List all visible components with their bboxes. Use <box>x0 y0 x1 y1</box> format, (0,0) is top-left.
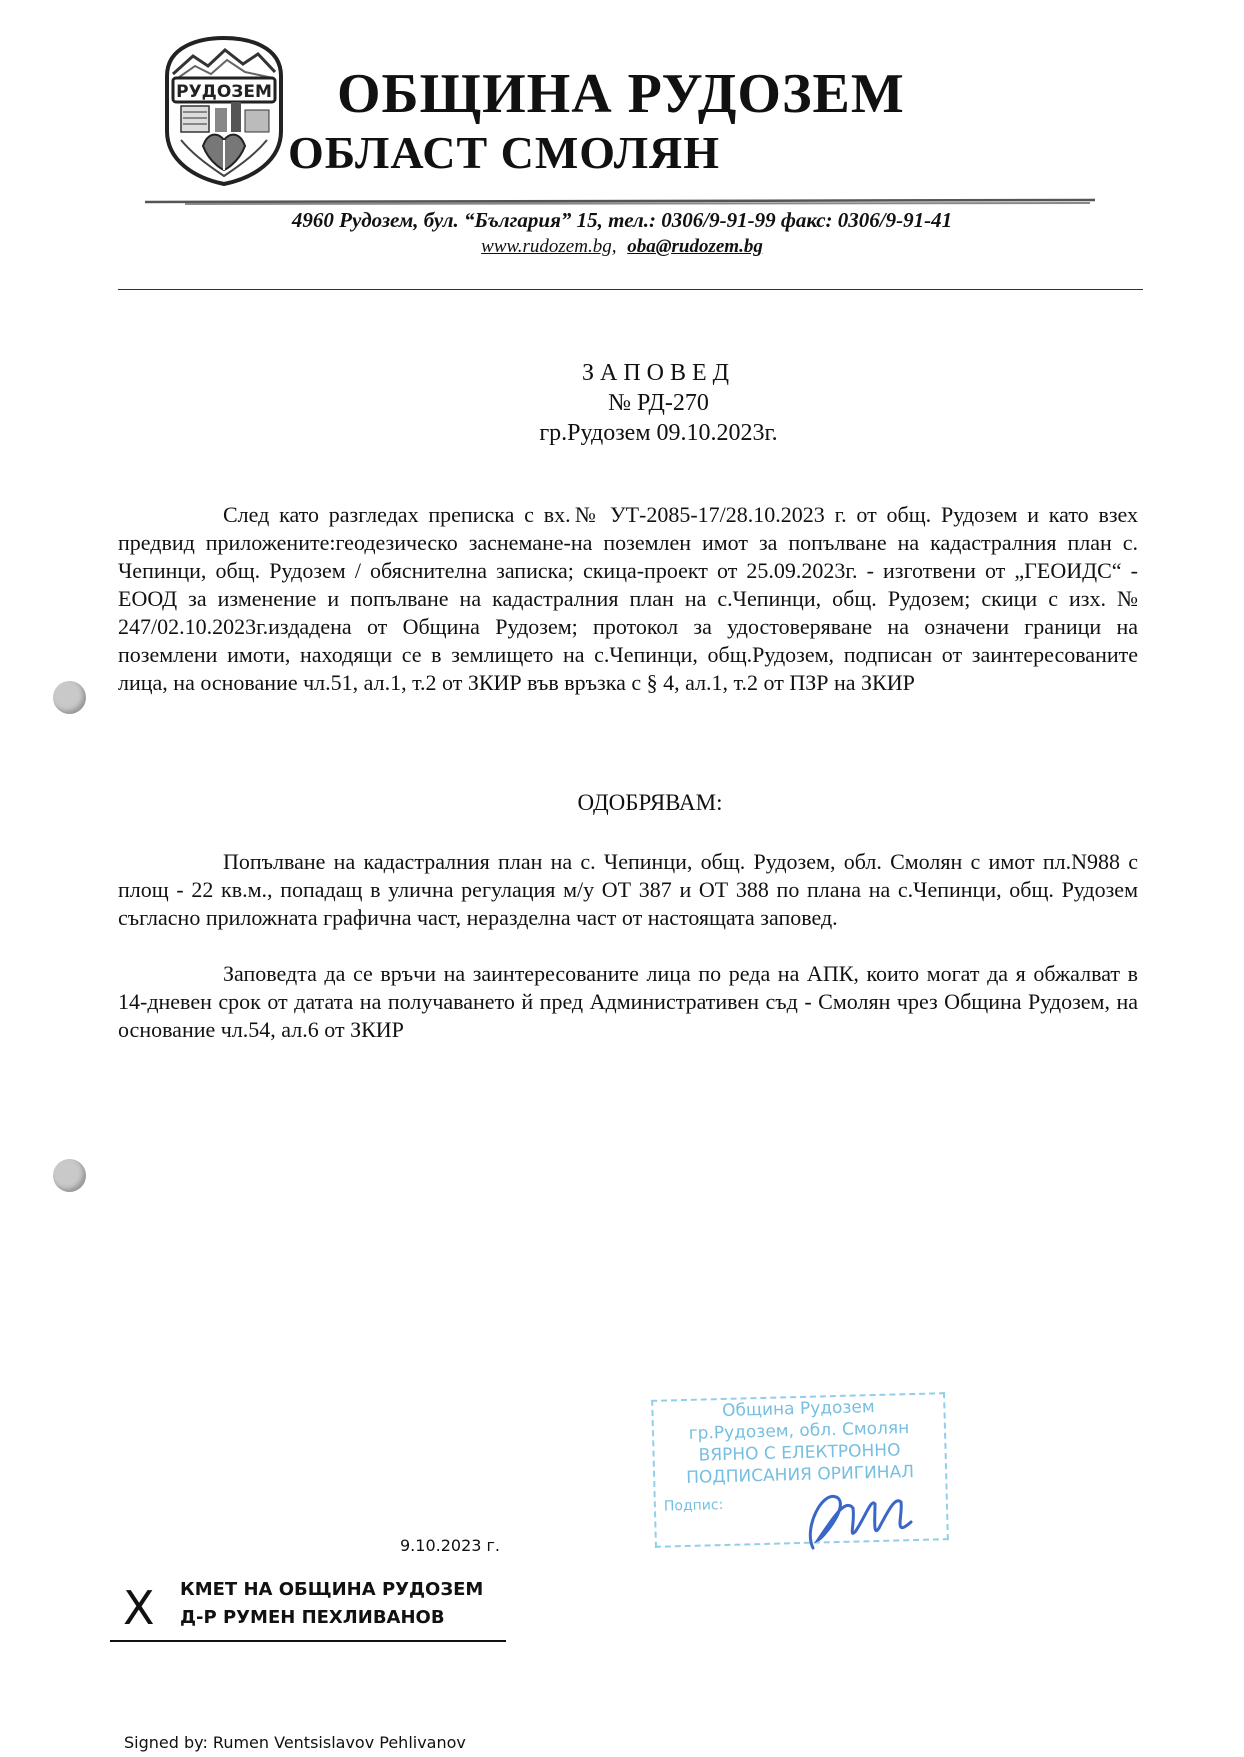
handwritten-signature <box>783 1468 933 1558</box>
signer-role: КМЕТ НА ОБЩИНА РУДОЗЕМ <box>180 1579 484 1600</box>
contact-line: 4960 Рудозем, бул. “България” 15, тел.: 0306/9-91-99 факс: 0306/9-91-41 <box>291 208 953 232</box>
order-title: ЗАПОВЕД <box>581 360 736 386</box>
municipality-title: ОБЩИНА РУДОЗЕМ <box>337 63 905 125</box>
signer-name: Д-Р РУМЕН ПЕХЛИВАНОВ <box>180 1607 445 1628</box>
paragraph-approval: Попълване на кадастралния план на с. Чепинци, общ. Рудозем, обл. Смолян с имот пл.N988 с площ - 22 кв.м., попадащ в улична регулация м/у ОТ 387 и ОТ 388 по плана на с.Чепинци, общ. Рудозем съгласно приложната графична част, неразделна част от настоящата заповед. <box>118 849 1138 930</box>
signature-line <box>110 1640 506 1642</box>
stamp-line: ПОДПИСАНИЯ ОРИГИНАЛ <box>686 1462 915 1488</box>
divider <box>118 289 1143 290</box>
order-place-date: гр.Рудозем 09.10.2023г. <box>539 420 778 446</box>
stamp-line: Община Рудозем <box>721 1397 875 1422</box>
svg-text:РУДОЗЕМ: РУДОЗЕМ <box>176 82 272 102</box>
signature-date: 9.10.2023 г. <box>400 1536 501 1555</box>
signed-by-note: Signed by: Rumen Ventsislavov Pehlivanov <box>124 1733 466 1752</box>
signature-mark: X <box>123 1581 155 1635</box>
paragraph-appeal: Заповедта да се връчи на заинтересованите лица по реда на АПК, които могат да я обжалват в 14-дневен срок от датата на получаването й пред Административен съд - Смолян чрез Община Рудозем, на основание чл.54, ал.6 от ЗКИР <box>118 961 1138 1042</box>
order-number: № РД-270 <box>608 390 709 416</box>
stamp-line: ВЯРНО С ЕЛЕКТРОННО <box>698 1440 901 1466</box>
municipality-logo <box>163 36 285 186</box>
website-link[interactable]: www.rudozem.bg, <box>481 236 617 257</box>
header-rule <box>145 197 1095 206</box>
email-link[interactable]: oba@rudozem.bg <box>627 236 763 257</box>
approve-heading: ОДОБРЯВАМ: <box>577 790 723 815</box>
signer-block <box>180 1576 483 1632</box>
web-line <box>0 236 1244 258</box>
stamp-line: гр.Рудозем, обл. Смолян <box>688 1418 910 1444</box>
paragraph-preamble: След като разгледах преписка с вх.№ УТ-2085-17/28.10.2023 г. от общ. Рудозем и като взех предвид приложените:геодезическо заснемане-на поземлен имот за попълване на кадастралния план с. Чепинци, общ. Рудозем / обяснителна записка; скица-проект от 25.09.2023г. - изготвени от „ГЕОИДС“ - ЕООД за изменение и попълване на кадастралния план на с.Чепинци, общ. Рудозем; скици с изх. № 247/02.10.2023г.издадена от Община Рудозем; протокол за удостоверяване на означени граници на поземлени имоти, находящи се в землището на с.Чепинци, общ.Рудозем, подписан от заинтересованите лица, на основание чл.51, ал.1, т.2 от ЗКИР във връзка с § 4, ал.1, т.2 от ПЗР на ЗКИР <box>118 502 1138 695</box>
stamp-signature-label: Подпис: <box>663 1497 724 1515</box>
binder-hole <box>53 681 86 714</box>
binder-hole <box>53 1159 86 1192</box>
region-title: ОБЛАСТ СМОЛЯН <box>288 127 721 178</box>
